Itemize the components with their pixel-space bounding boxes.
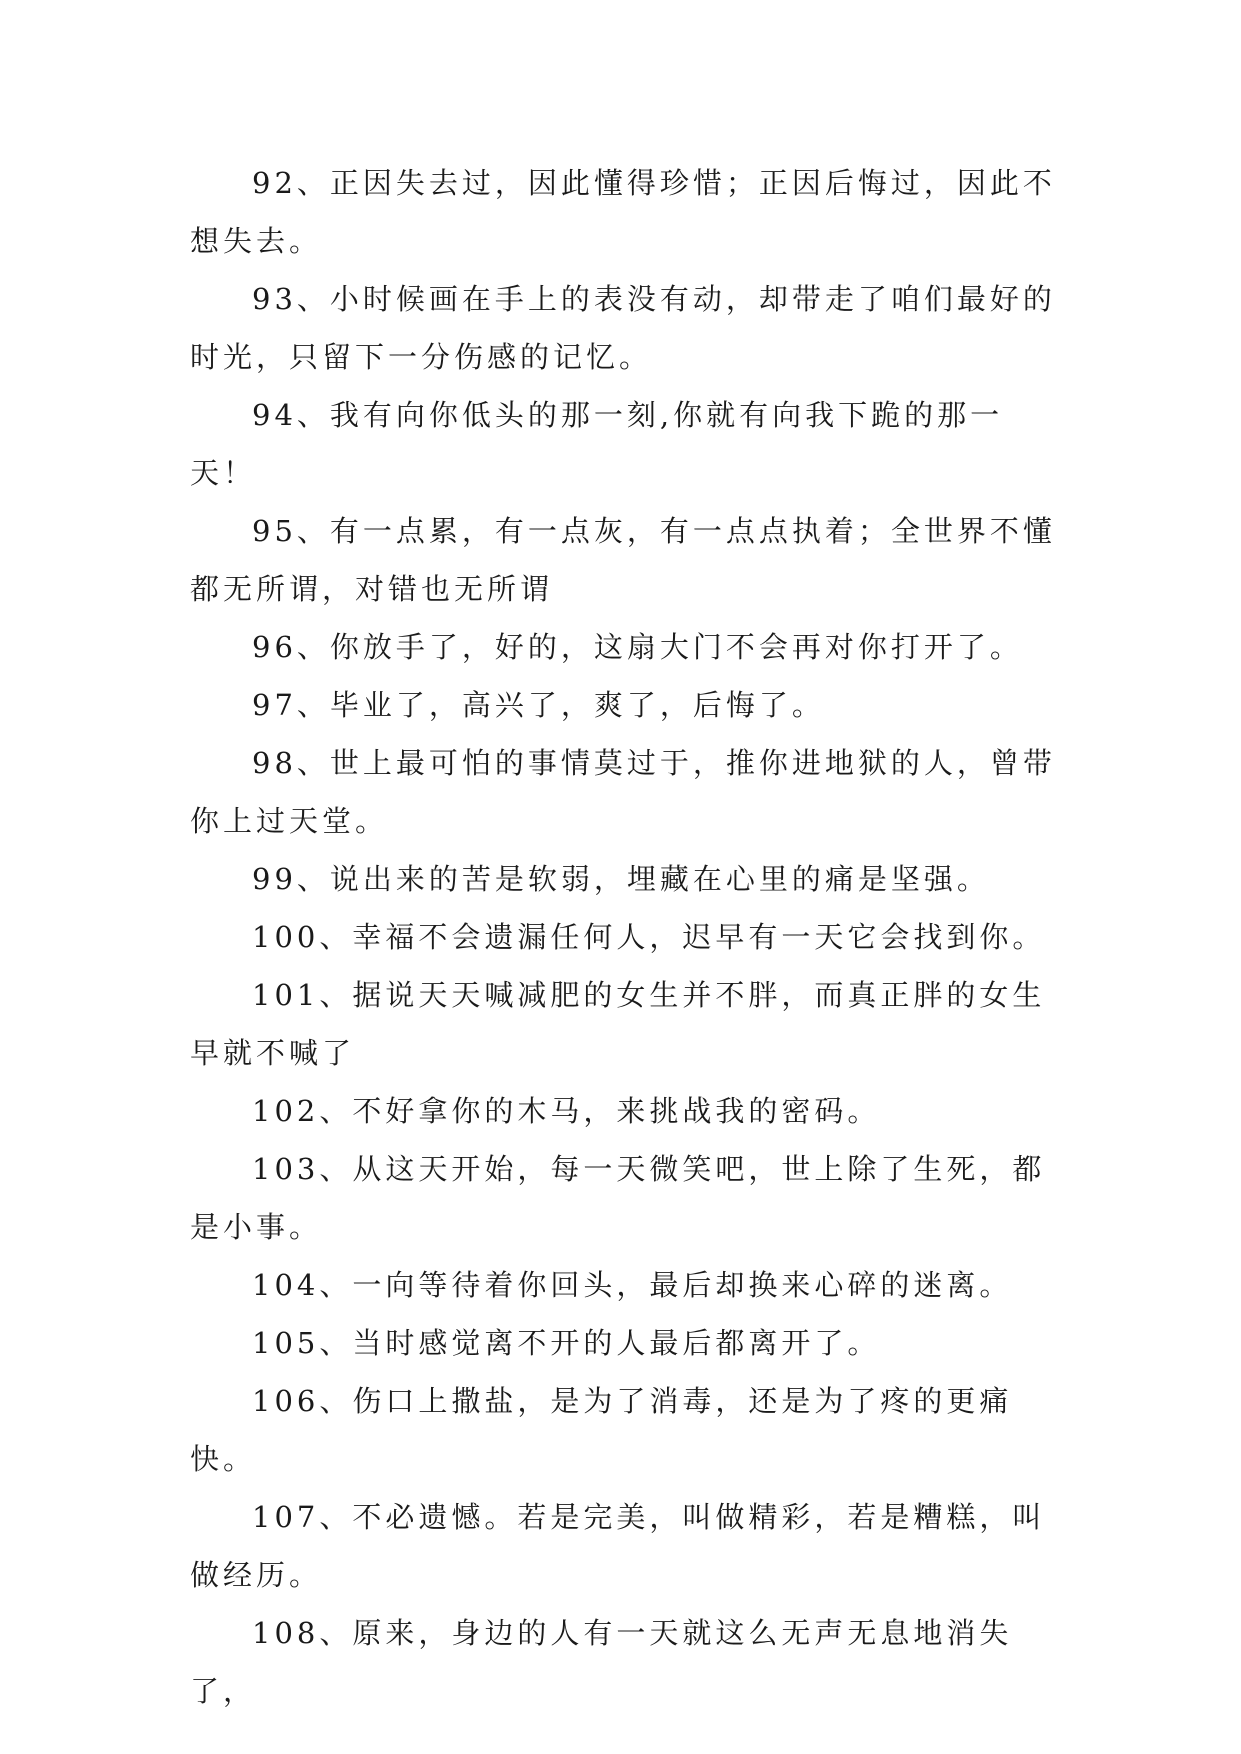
- paragraph-99: 99、说出来的苦是软弱，埋藏在心里的痛是坚强。: [252, 862, 990, 896]
- paragraph-98: 98、世上最可怕的事情莫过于，推你进地狱的人，曾带你上过天堂。: [190, 746, 1056, 838]
- paragraph-97: 97、毕业了，高兴了，爽了，后悔了。: [252, 688, 825, 722]
- paragraph-92: 92、正因失去过，因此懂得珍惜；正因后悔过，因此不想失去。: [190, 166, 1056, 258]
- paragraph-106: 106、伤口上撒盐，是为了消毒，还是为了疼的更痛快。: [190, 1384, 1013, 1476]
- paragraph-104: 104、一向等待着你回头，最后却换来心碎的迷离。: [252, 1268, 1013, 1302]
- paragraph-103: 103、从这天开始，每一天微笑吧，世上除了生死，都是小事。: [190, 1152, 1046, 1244]
- paragraph-96: 96、你放手了，好的，这扇大门不会再对你打开了。: [252, 630, 1023, 664]
- document-body: [190, 154, 1062, 1720]
- paragraph-102: 102、不好拿你的木马，来挑战我的密码。: [252, 1094, 881, 1128]
- paragraph-95: 95、有一点累，有一点灰，有一点点执着；全世界不懂都无所谓，对错也无所谓: [190, 514, 1056, 606]
- paragraph-108: 108、原来，身边的人有一天就这么无声无息地消失了，: [190, 1616, 1013, 1708]
- paragraph-107: 107、不必遗憾。若是完美，叫做精彩，若是糟糕，叫做经历。: [190, 1500, 1046, 1592]
- paragraph-100: 100、幸福不会遗漏任何人，迟早有一天它会找到你。: [252, 920, 1046, 954]
- paragraph-105: 105、当时感觉离不开的人最后都离开了。: [252, 1326, 881, 1360]
- paragraph-101: 101、据说天天喊减肥的女生并不胖，而真正胖的女生早就不喊了: [190, 978, 1046, 1070]
- paragraph-93: 93、小时候画在手上的表没有动，却带走了咱们最好的时光，只留下一分伤感的记忆。: [190, 282, 1056, 374]
- paragraph-94: 94、我有向你低头的那一刻,你就有向我下跪的那一天！: [190, 398, 1004, 490]
